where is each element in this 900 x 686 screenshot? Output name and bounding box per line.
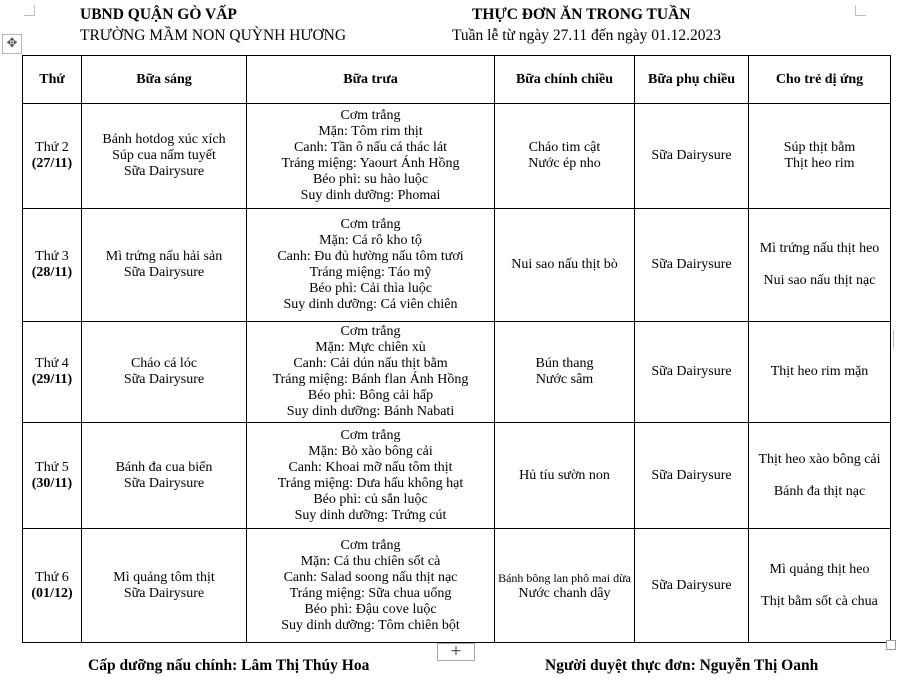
menu-title: THỰC ĐƠN ĂN TRONG TUẦN [472,6,691,23]
menu-item: Mặn: Cá thu chiên sốt cà [300,553,441,569]
menu-item: Tráng miệng: Sữa chua uống [289,585,452,601]
menu-item: Mì trứng nấu hải sản [105,249,223,264]
menu-item: Mì trứng nấu thịt heo [759,241,880,256]
table-row [23,423,891,529]
menu-item: Súp cua nấm tuyết [112,148,216,163]
resize-handle[interactable] [886,640,896,650]
menu-item: Nui sao nấu thịt nạc [763,273,876,288]
scroll-handle[interactable] [893,330,900,348]
footer-approver: Người duyệt thực đơn: Nguyễn Thị Oanh [545,657,819,674]
menu-item: Mặn: Mực chiên xù [315,340,426,355]
allergy-cell [749,529,891,643]
lunch-cell [247,322,495,423]
menu-item [749,257,890,273]
menu-item: Súp thịt bằm [783,140,856,155]
menu-item: Thịt heo rim mặn [770,364,869,379]
menu-item: Tráng miệng: Dưa hấu không hạt [277,475,464,491]
menu-item: Sữa Dairysure [651,148,732,163]
menu-item: Bánh đa thịt nạc [773,483,866,499]
menu-item: Suy dinh dưỡng: Bánh Nabati [286,404,455,419]
week-range: Tuần lễ từ ngày 27.11 đến ngày 01.12.2023 [452,27,722,44]
day-name: Thứ 6 [35,569,69,585]
col-header-allergy: Cho trẻ dị ứng [749,56,891,104]
day-cell [23,322,82,423]
org-name: UBND QUẬN GÒ VẤP [80,6,237,23]
day-name: Thứ 4 [35,356,69,371]
menu-item: Nước ép nho [528,156,601,171]
allergy-cell [749,322,891,423]
dinner-cell [495,209,635,322]
day-cell [23,529,82,643]
menu-item: Cơm trắng [340,427,401,443]
menu-item: Canh: Salad soong nấu thịt nạc [283,569,458,585]
menu-item: Bún thang [535,356,594,371]
snack-cell [635,104,749,209]
menu-item: Canh: Tần ô nấu cá thác lát [294,140,447,155]
breakfast-cell [82,423,247,529]
footer-cook: Cấp dưỡng nấu chính: Lâm Thị Thúy Hoa [88,657,370,674]
menu-item: Tráng miệng: Táo mỹ [309,265,432,280]
menu-item: Cơm trắng [340,217,401,232]
table-row [23,209,891,322]
menu-item: Béo phì: Đậu cove luộc [304,601,437,617]
menu-item: Cháo tim cật [528,140,601,155]
menu-item: Bánh bông lan phô mai dừa [498,570,631,585]
col-header-day: Thứ [23,56,82,104]
breakfast-cell [82,104,247,209]
menu-item: Suy dinh dưỡng: Cá viên chiên [283,297,458,312]
menu-item: Béo phì: su hào luộc [312,172,429,187]
add-row-button[interactable] [437,643,475,661]
school-name: TRƯỜNG MẦM NON QUỲNH HƯƠNG [80,27,347,44]
crop-mark [24,5,35,16]
day-date: (27/11) [31,156,73,171]
lunch-cell [247,209,495,322]
menu-item: Hủ tíu sườn non [519,467,610,483]
menu-item: Canh: Đu đủ hường nấu tôm tươi [277,249,464,264]
table-header-row [23,56,891,104]
day-cell [23,209,82,322]
allergy-cell [749,209,891,322]
menu-item: Sữa Dairysure [651,577,732,593]
menu-item: Nui sao nấu thịt bò [511,257,618,272]
table-row [23,322,891,423]
dinner-cell [495,322,635,423]
lunch-cell [247,529,495,643]
menu-item: Mặn: Cá rô kho tộ [319,233,422,248]
menu-item: Canh: Khoai mỡ nấu tôm thịt [288,459,453,475]
menu-item: Béo phì: củ sắn luộc [313,491,428,507]
allergy-cell [749,104,891,209]
menu-item: Suy dinh dưỡng: Tôm chiên bột [281,617,460,633]
menu-item: Tráng miệng: Bánh flan Ánh Hồng [272,372,469,387]
lunch-cell [247,104,495,209]
breakfast-cell [82,529,247,643]
table-row [23,529,891,643]
menu-item [749,468,890,484]
plus-icon: + [450,643,462,659]
menu-item: Bánh đa cua biển [115,459,213,475]
menu-item: Béo phì: Cải thìa luộc [309,281,432,296]
day-name: Thứ 5 [35,459,69,475]
snack-cell [635,529,749,643]
snack-cell [635,322,749,423]
allergy-cell [749,423,891,529]
col-header-lunch: Bữa trưa [247,56,495,104]
day-cell [23,423,82,529]
day-name: Thứ 2 [35,140,69,155]
menu-item: Thịt heo xào bông cải [758,451,881,467]
menu-item: Tráng miệng: Yaourt Ánh Hồng [281,156,460,171]
menu-item: Bánh hotdog xúc xích [102,132,226,147]
menu-item: Mặn: Tôm rim thịt [318,124,423,139]
day-date: (29/11) [31,372,73,387]
menu-item: Sữa Dairysure [123,164,205,179]
menu-item: Mì quảng thịt heo [769,561,870,577]
col-header-snack: Bữa phụ chiều [635,56,749,104]
dinner-cell [495,423,635,529]
table-row [23,104,891,209]
menu-item: Sữa Dairysure [123,585,205,601]
menu-item: Sữa Dairysure [123,265,205,280]
col-header-breakfast: Bữa sáng [82,56,247,104]
menu-item: Cơm trắng [340,537,401,553]
menu-item: Sữa Dairysure [123,372,205,387]
menu-item: Mặn: Bò xào bông cải [308,443,433,459]
crop-mark [855,5,866,16]
move-icon[interactable]: ✥ [2,34,22,54]
menu-item: Sữa Dairysure [651,257,732,272]
menu-item: Cháo cá lóc [130,356,198,371]
snack-cell [635,209,749,322]
day-date: (30/11) [31,475,73,491]
day-date: (28/11) [31,265,73,280]
day-cell [23,104,82,209]
menu-item: Suy dinh dưỡng: Trứng cút [294,507,447,523]
menu-item: Sữa Dairysure [123,475,205,491]
col-header-dinner: Bữa chính chiều [495,56,635,104]
day-name: Thứ 3 [35,249,69,264]
snack-cell [635,423,749,529]
dinner-cell [495,529,635,643]
lunch-cell [247,423,495,529]
breakfast-cell [82,209,247,322]
menu-item: Thịt heo rim [784,156,855,171]
menu-item: Nước sâm [535,372,594,387]
breakfast-cell [82,322,247,423]
weekly-menu-table [22,55,891,643]
menu-item: Thịt bằm sốt cà chua [761,593,878,609]
menu-item: Nước chanh dây [518,585,611,601]
menu-item: Sữa Dairysure [651,364,732,379]
menu-item: Béo phì: Bông cải hấp [307,388,434,403]
dinner-cell [495,104,635,209]
menu-item: Mì quảng tôm thịt [113,569,215,585]
day-date: (01/12) [31,585,73,601]
menu-item: Cơm trắng [340,324,401,339]
menu-item: Cơm trắng [340,108,401,123]
menu-item: Canh: Cải dún nấu thịt bằm [293,356,448,371]
menu-item [749,578,890,594]
menu-item: Sữa Dairysure [651,467,732,483]
menu-item: Suy dinh dưỡng: Phomai [300,188,441,203]
